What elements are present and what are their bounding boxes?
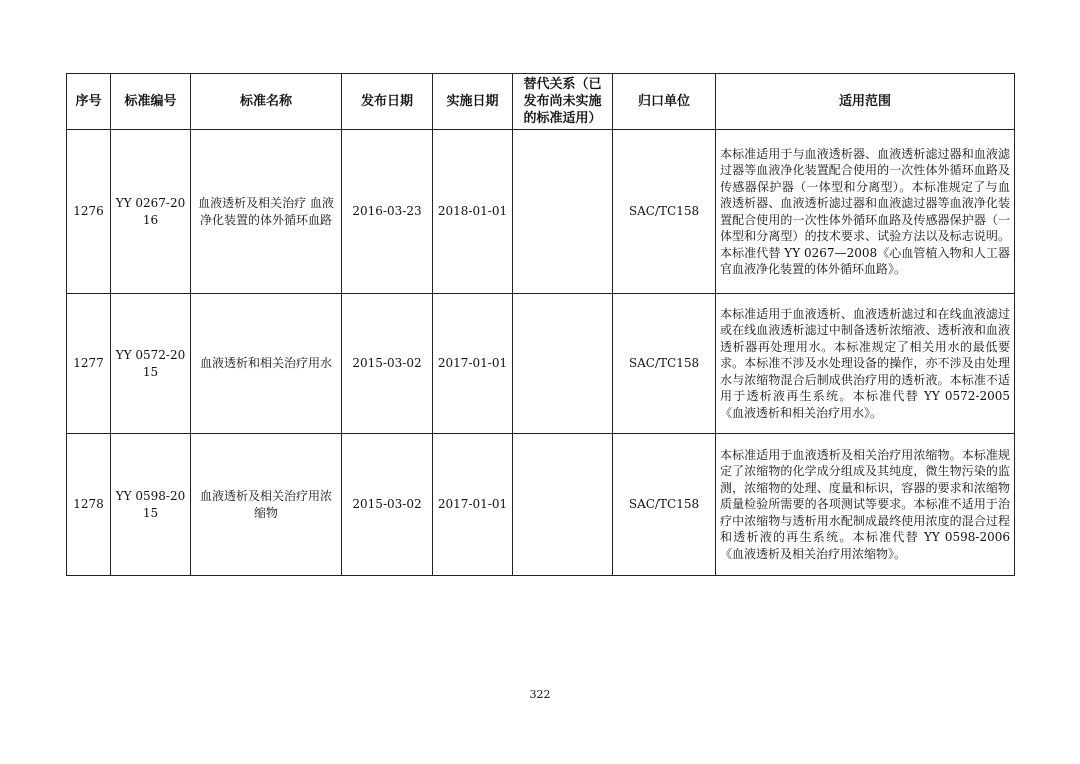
row-publish-date: 2015-03-02 <box>342 434 433 576</box>
row-name: 血液透析和相关治疗用水 <box>191 294 342 434</box>
row-scope: 本标准适用于血液透析、血液透析滤过和在线血液滤过或在线血液透析滤过中制备透析浓缩液、透析液和血液透析器再处理用水。本标准规定了相关用水的最低要求。本标准不涉及水处理设备的操作，亦不涉及由处理水与浓缩物混合后制成供治疗用的透析液。本标准不适用于透析液再生系统。本标准代替 YY 0572-2005《血液透析和相关治疗用水》。 <box>716 294 1015 434</box>
row-scope: 本标准适用于血液透析及相关治疗用浓缩物。本标准规定了浓缩物的化学成分组成及其纯度，微生物污染的监测，浓缩物的处理、度量和标识，容器的要求和浓缩物质量检验所需要的各项测试等要求。本标准不适用于治疗中浓缩物与透析用水配制成最终使用浓度的混合过程和透析液的再生系统。本标准代替 YY 0598-2006《血液透析及相关治疗用浓缩物》。 <box>716 434 1015 576</box>
row-name: 血液透析及相关治疗 血液净化装置的体外循环血路 <box>191 130 342 294</box>
row-replacement <box>513 130 613 294</box>
header-replacement: 替代关系（已发布尚未实施的标准适用） <box>513 74 613 130</box>
standards-table-container <box>66 73 1014 576</box>
header-publish-date: 发布日期 <box>342 74 433 130</box>
standards-table <box>66 73 1015 576</box>
header-effective-date: 实施日期 <box>433 74 513 130</box>
row-publish-date: 2016-03-23 <box>342 130 433 294</box>
header-code: 标准编号 <box>111 74 191 130</box>
header-no: 序号 <box>67 74 111 130</box>
header-scope: 适用范围 <box>716 74 1015 130</box>
row-publish-date: 2015-03-02 <box>342 294 433 434</box>
row-code: YY 0598-2015 <box>111 434 191 576</box>
row-no: 1276 <box>67 130 111 294</box>
row-scope: 本标准适用于与血液透析器、血液透析滤过器和血液滤过器等血液净化装置配合使用的一次性体外循环血路及传感器保护器（一体型和分离型）。本标准规定了与血液透析器、血液透析滤过器和血液滤过器等血液净化装置配合使用的一次性体外循环血路及传感器保护器（一体型和分离型）的技术要求、试验方法以及标志说明。本标准代替 YY 0267—2008《心血管植入物和人工器官血液净化装置的体外循环血路》。 <box>716 130 1015 294</box>
row-replacement <box>513 294 613 434</box>
table-row <box>67 130 1015 294</box>
table-row <box>67 434 1015 576</box>
row-unit: SAC/TC158 <box>613 130 716 294</box>
row-effective-date: 2017-01-01 <box>433 294 513 434</box>
row-no: 1278 <box>67 434 111 576</box>
page-number: 322 <box>529 688 551 701</box>
header-row <box>67 74 1015 130</box>
header-name: 标准名称 <box>191 74 342 130</box>
row-name: 血液透析及相关治疗用浓缩物 <box>191 434 342 576</box>
row-code: YY 0572-2015 <box>111 294 191 434</box>
row-effective-date: 2017-01-01 <box>433 434 513 576</box>
row-unit: SAC/TC158 <box>613 294 716 434</box>
row-code: YY 0267-2016 <box>111 130 191 294</box>
row-no: 1277 <box>67 294 111 434</box>
row-unit: SAC/TC158 <box>613 434 716 576</box>
row-replacement <box>513 434 613 576</box>
table-row <box>67 294 1015 434</box>
row-effective-date: 2018-01-01 <box>433 130 513 294</box>
header-unit: 归口单位 <box>613 74 716 130</box>
